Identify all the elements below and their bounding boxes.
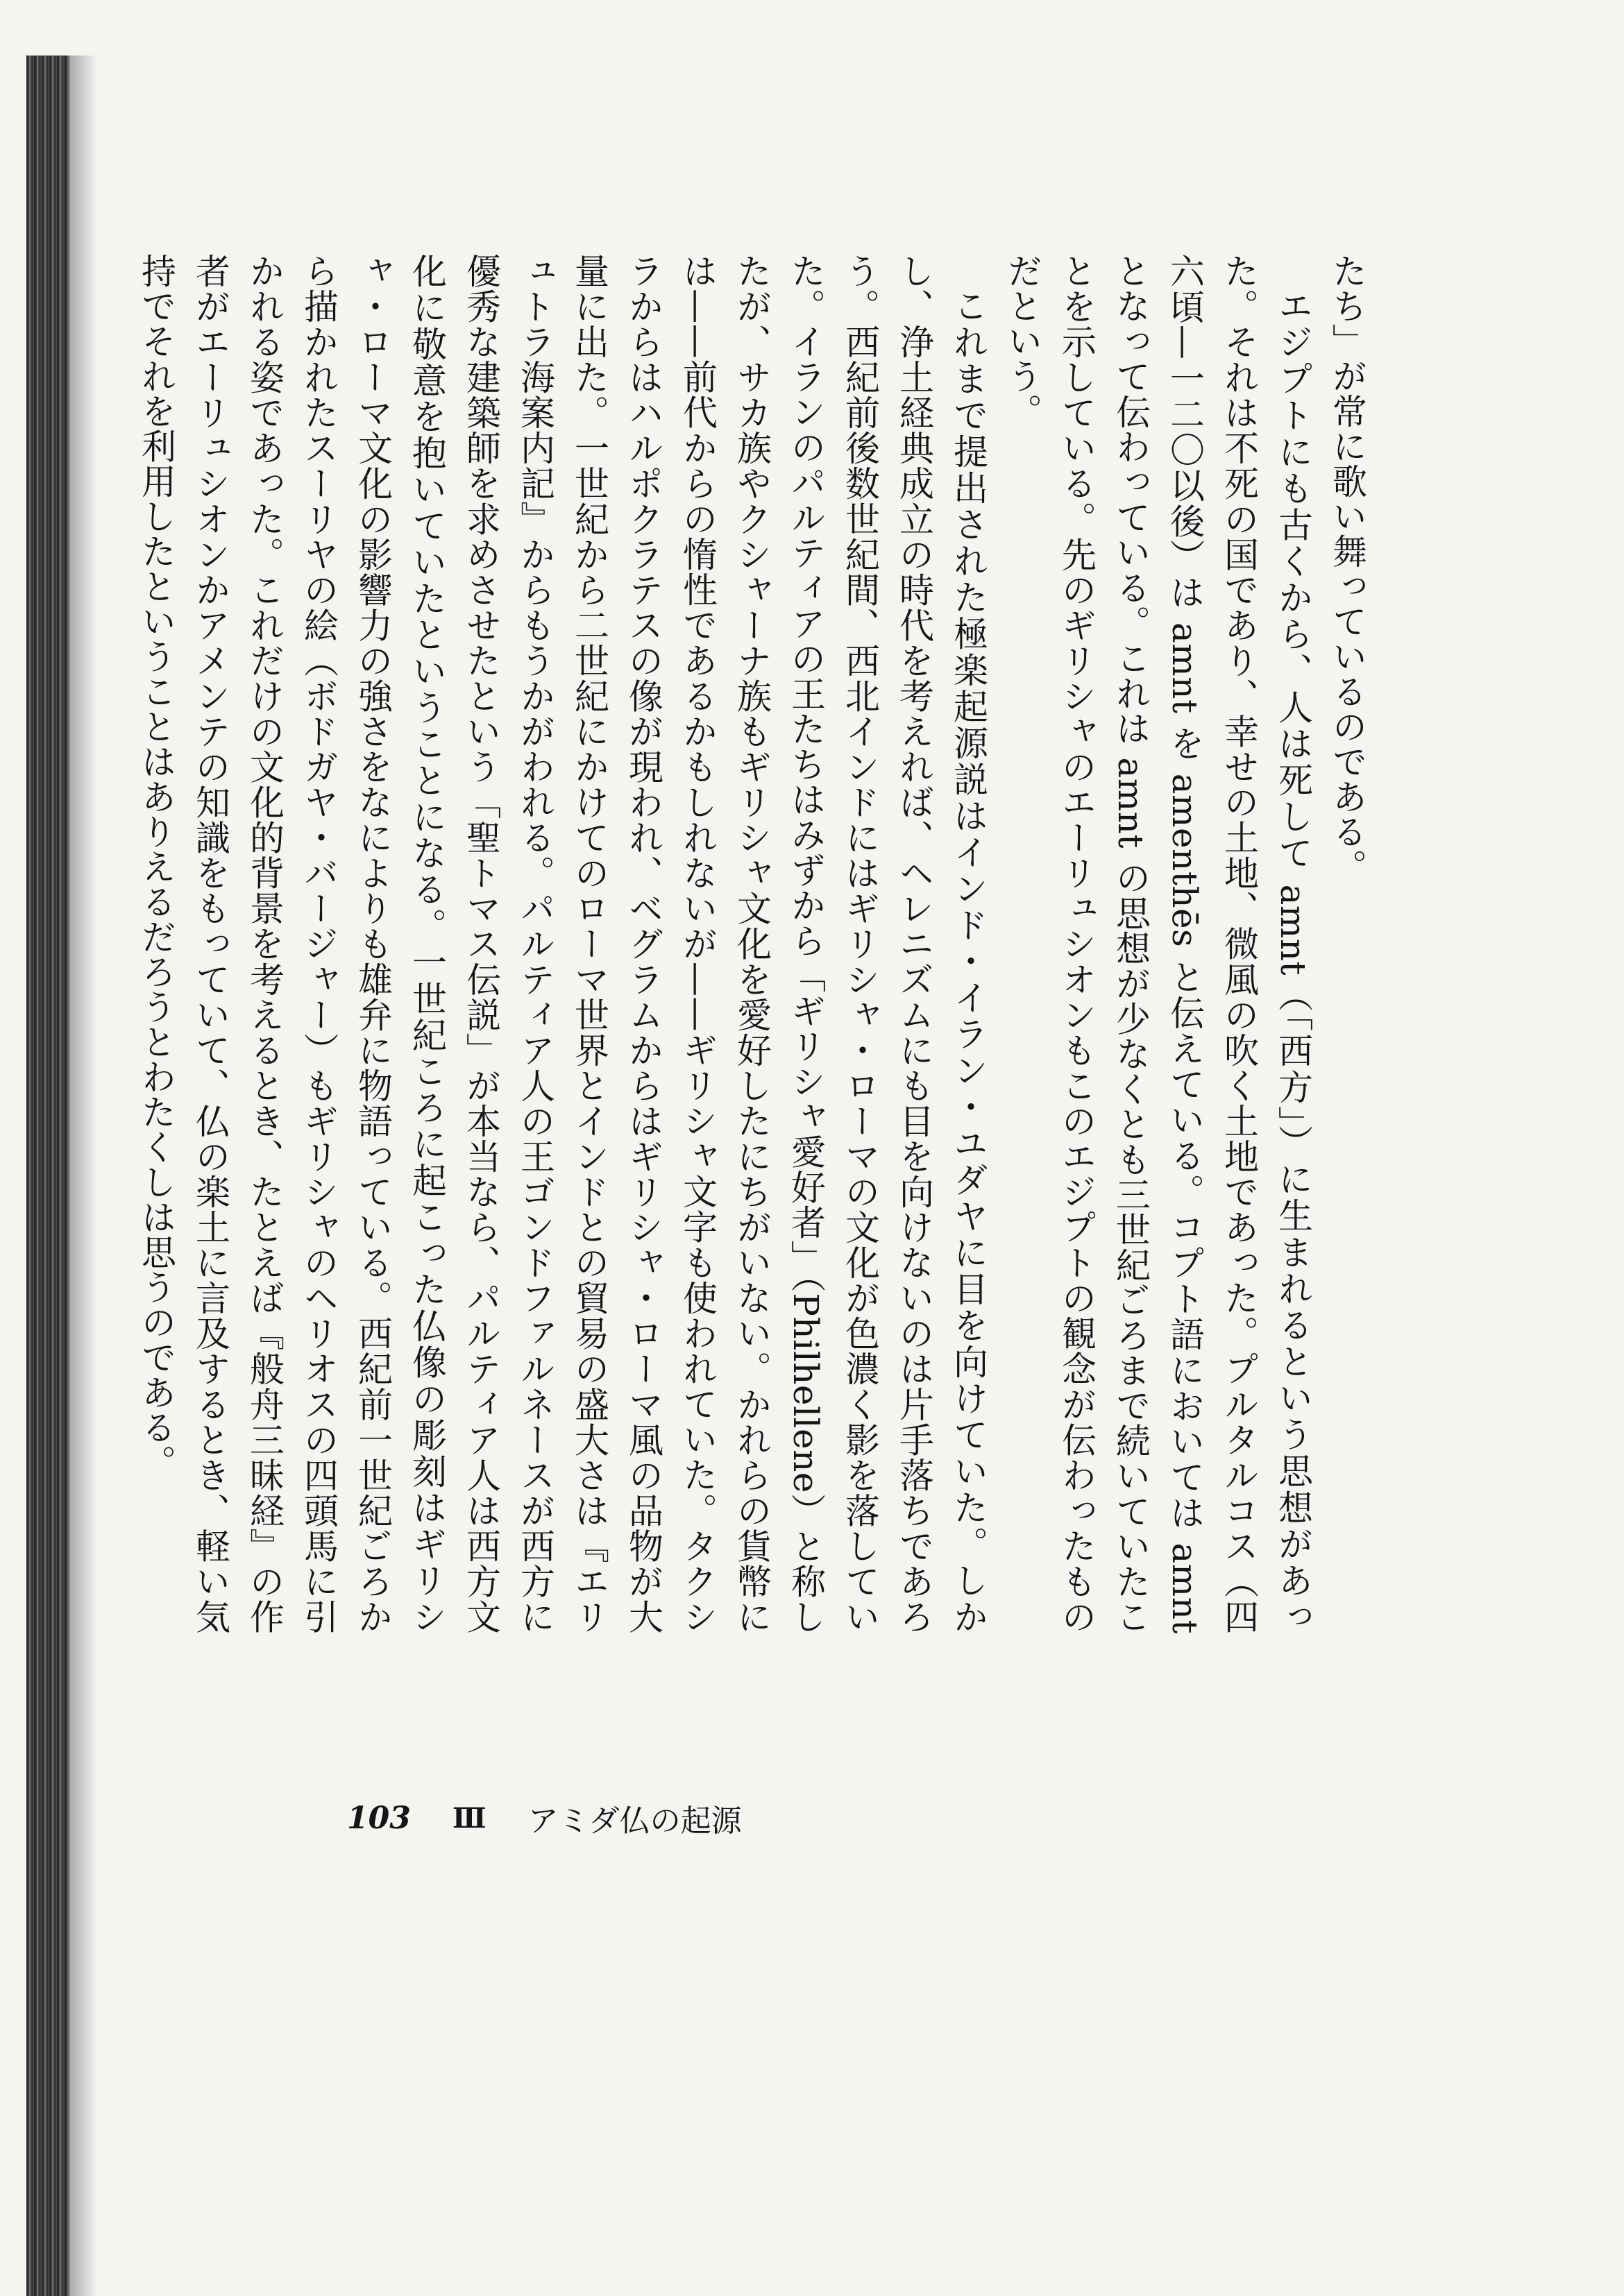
paragraph-1: たち」が常に歌い舞っているのである。 bbox=[1327, 253, 1367, 884]
paragraph-3: これまで提出された極楽起源説はインド・イラン・ユダヤに目を向けていた。しかし、浄土経典成立の時代を考えれば、ヘレニズムにも目を向けないのは片手落ちであろう。西紀前後数世紀間、西北インドにはギリシャ・ローマの文化が色濃く影を落していた。イランのパルティアの王たちはみずから「ギリシャ愛好者」（Philhellene）と称したが、サカ族やクシャーナ族もギリシャ文化を愛好したにちがいない。かれらの貨幣には——前代からの惰性であるかもしれないが——ギリシャ文字も使われていた。タクシラからはハルポクラテスの像が現われ、ベグラムからはギリシャ・ローマ風の品物が大量に出た。一世紀から二世紀にかけてのローマ世界とインドとの貿易の盛大さは『エリュトラ海案内記』からもうかがわれる。パルティア人の王ゴンドファルネースが西方に優秀な建築師を求めさせたという「聖トマス伝説」が本当なら、パルティア人は西方文化に敬意を抱いていたということになる。一世紀ころに起こった仏像の彫刻はギリシャ・ローマ文化の影響力の強さをなによりも雄弁に物語っている。西紀前一世紀ごろから描かれたスーリヤの絵（ボドガヤ・バージャー）もギリシャのヘリオスの四頭馬に引かれる姿であった。これだけの文化的背景を考えるとき、たとえば『般舟三昧経』の作者がエーリュシオンかアメンテの知識をもっていて、仏の楽土に言及するとき、軽い気持でそれを利用したということはありえるだろうとわたくしは思うのである。 bbox=[136, 253, 988, 1635]
running-title: アミダ仏の起源 bbox=[527, 1803, 742, 1839]
part-number: Ⅲ bbox=[452, 1801, 487, 1835]
page-footer bbox=[347, 1797, 742, 1839]
body-text bbox=[136, 253, 1374, 1635]
paragraph-2: エジプトにも古くから、人は死して amnt（「西方」）に生まれるという思想があった。それは不死の国であり、幸せの土地、微風の吹く土地であった。プルタルコス（四六頃—一二〇以後）は amnt を amenthēs と伝えている。コプト語においては amnt となって伝わっている。これは amnt の思想が少なくとも三世紀ごろまで続いていたことを示している。先のギリシャのエーリュシオンもこのエジプトの観念が伝わったものだという。 bbox=[1002, 253, 1313, 1634]
binding-shadow bbox=[69, 56, 97, 2296]
book-binding-edge bbox=[26, 56, 69, 2296]
page-number: 103 bbox=[347, 1800, 411, 1836]
